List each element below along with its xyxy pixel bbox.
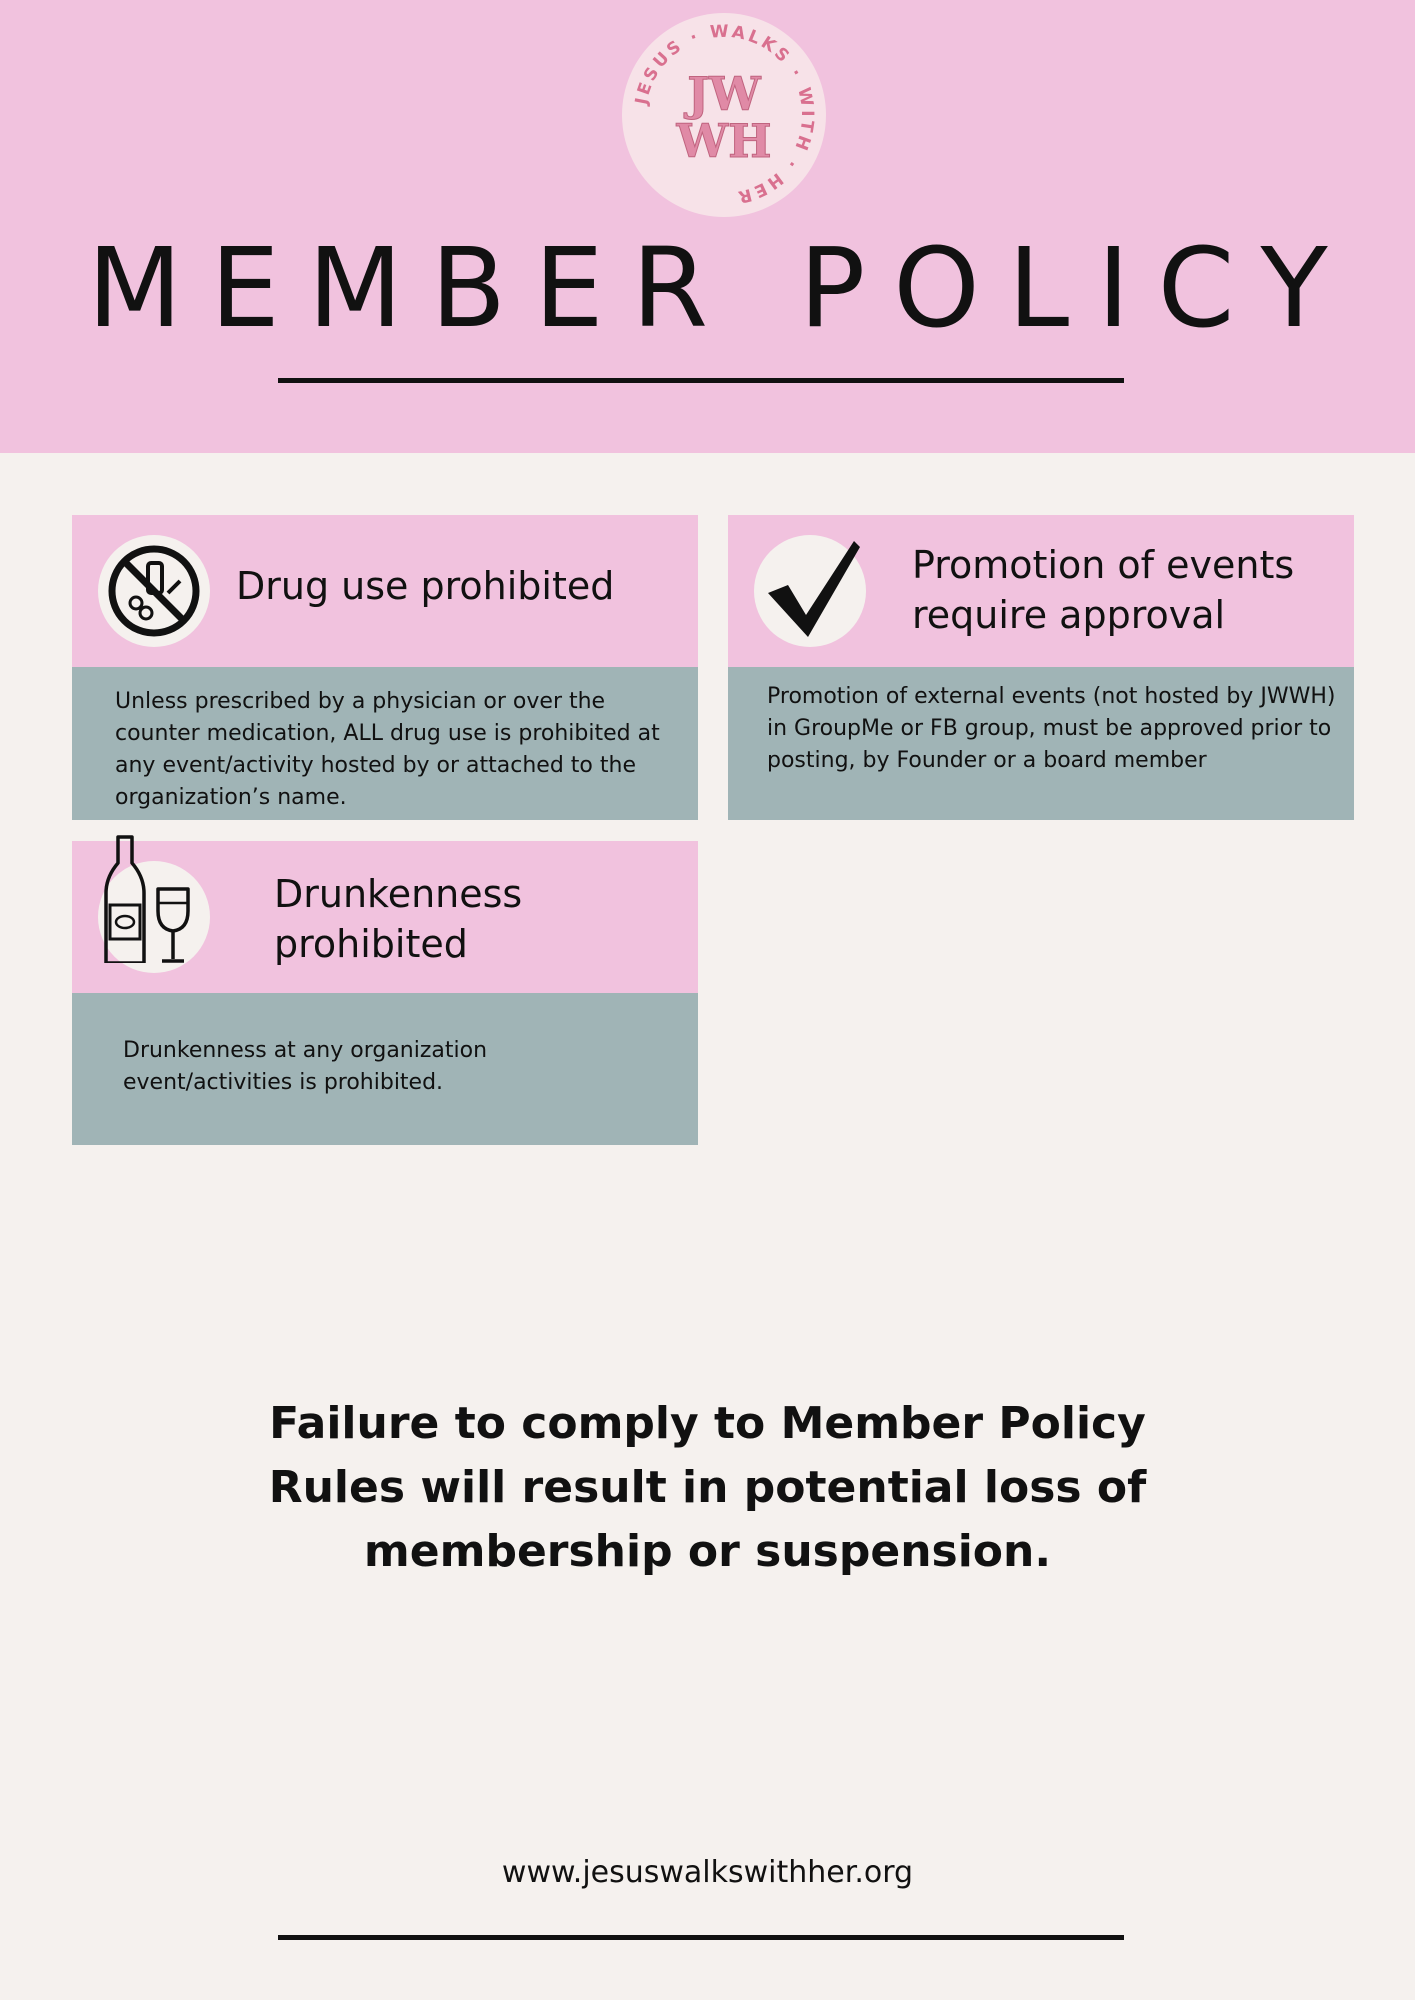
policy-title: Promotion of events require approval	[912, 543, 1295, 637]
logo-monogram-bottom: WH	[676, 114, 772, 168]
policy-card-header	[728, 515, 1354, 667]
policy-card-event-promotion	[728, 515, 1354, 820]
header-banner	[0, 0, 1415, 453]
policy-description: Promotion of external events (not hosted by JWWH) in GroupMe or FB group, must be approved prior to posting, by Founder or a board member	[767, 684, 1336, 773]
policy-card-drunkenness	[72, 841, 698, 1145]
policy-title: Drunkenness prohibited	[274, 872, 523, 966]
policy-card-header	[72, 841, 698, 993]
checkmark-icon	[754, 535, 866, 647]
policy-card-body	[728, 667, 1354, 820]
policy-card-body	[72, 993, 698, 1145]
policy-card-drug-use	[72, 515, 698, 820]
jwwh-logo	[621, 12, 827, 218]
compliance-notice: Failure to comply to Member Policy Rules will result in potential loss of membership or suspension.	[268, 1398, 1147, 1577]
policy-card-body	[72, 667, 698, 820]
footer-rule	[278, 1935, 1124, 1940]
policy-description: Drunkenness at any organization event/activities is prohibited.	[123, 1038, 488, 1095]
wine-bottle-glass-icon	[98, 861, 210, 973]
page-title: MEMBER POLICY	[87, 224, 1356, 352]
website-link[interactable]: www.jesuswalkswithher.org	[501, 1855, 914, 1890]
logo-ring-text: JESUS · WALKS · WITH · HER	[631, 21, 818, 208]
no-drugs-icon	[98, 535, 210, 647]
title-underline	[278, 378, 1124, 383]
policy-card-header	[72, 515, 698, 667]
logo-monogram-top: JW	[687, 67, 761, 121]
policy-description: Unless prescribed by a physician or over the counter medication, ALL drug use is prohibited at any event/activity hosted by or attached to the organization’s name.	[115, 689, 660, 810]
policy-title: Drug use prohibited	[236, 564, 615, 608]
